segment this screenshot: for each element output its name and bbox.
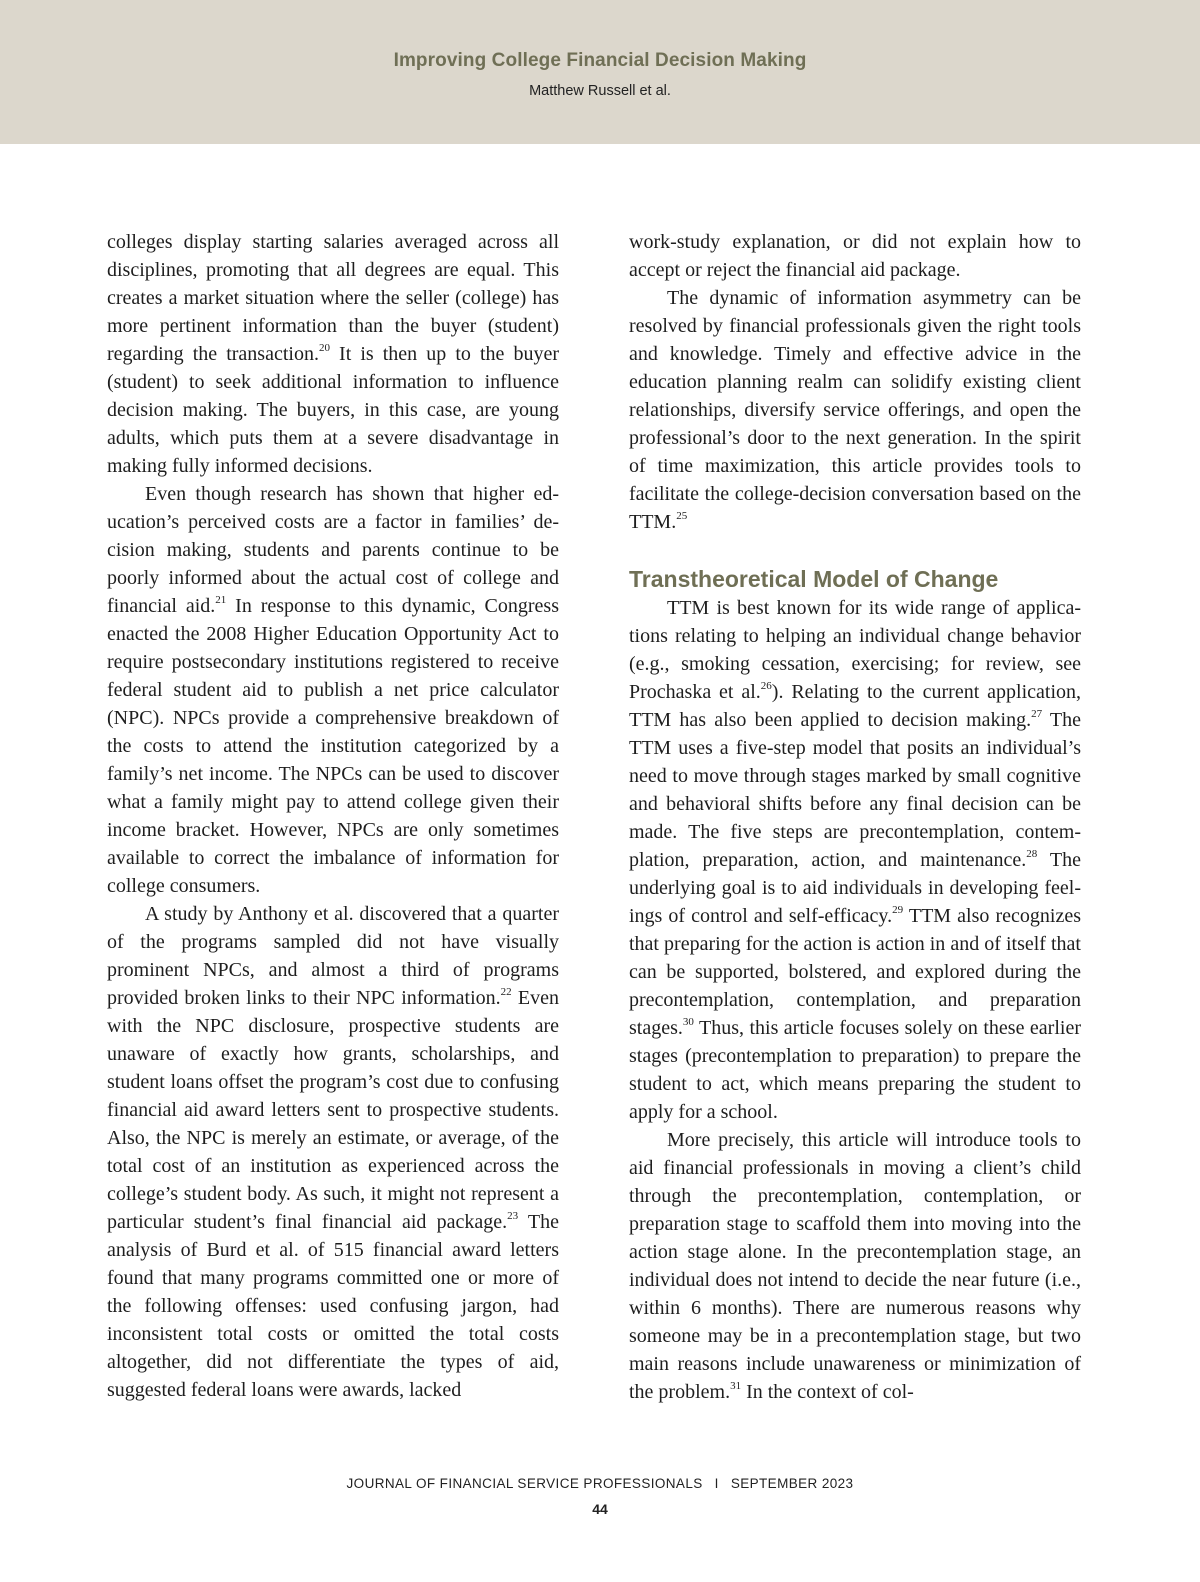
body-paragraph: More precisely, this article will introduce tools to aid financial professionals in moving a client’s child through the precontemplation, contemplation, or preparation stage to scaffold them into moving into the action stage alone. In the precontemplation stage, an individual does not intend to decide the near future (i.e., within 6 months). There are numerous reasons why someone may be in a precontemplation stage, but two main reasons include unawareness or minimization of the problem.$^{31}$ In the context of col-: [629, 1129, 1081, 1403]
body-paragraph: Even though research has shown that higher education’s perceived costs are a factor in families’ decision making, students and parents continue to be poorly informed about the actual cost of college and financial aid.$^{21}$ In response to this dynamic, Congress enacted the 2008 Higher Education Opportunity Act to require postsecondary institutions registered to receive federal student aid to publish a net price calculator (NPC). NPCs provide a comprehensive breakdown of the costs to attend the institution categorized by a family’s net income. The NPCs can be used to discover what a family might pay to attend college given their income bracket. However, NPCs are only sometimes available to correct the imbalance of information for college consumers.: [107, 483, 559, 897]
footnote-ref: 30: [682, 1016, 694, 1029]
body-paragraph: The dynamic of information asymmetry can be resolved by financial professionals given the right tools and knowledge. Timely and effective advice in the education planning realm can solidify existing client relationships, diversify service offerings, and open the professional’s door to the next generation. In the spirit of time maximization, this article provides tools to facilitate the college-decision conversation based on the TTM.$^{25}$: [629, 287, 1081, 533]
footnote-ref: 20: [318, 342, 330, 355]
footnote-ref: 23: [507, 1210, 519, 1223]
article-authors: Matthew Russell et al.: [529, 83, 671, 99]
journal-name: JOURNAL OF FINANCIAL SERVICE PROFESSIONALS: [346, 1476, 703, 1491]
footnote-ref: 21: [215, 594, 227, 607]
footnote-ref: 25: [676, 510, 688, 523]
journal-footer: [0, 1476, 1200, 1491]
article-title: Improving College Financial Decision Making: [393, 50, 807, 71]
footnote-ref: 29: [892, 904, 904, 917]
footnote-ref: 28: [1026, 848, 1038, 861]
running-header: [0, 0, 1200, 144]
footnote-ref: 31: [730, 1380, 742, 1393]
left-column: [107, 228, 559, 1404]
body-paragraph: work-study explanation, or did not explain how to accept or reject the financial aid package.: [629, 231, 1081, 281]
footnote-ref: 27: [1031, 708, 1043, 721]
body-paragraph: TTM is best known for its wide range of applications relating to helping an individual change behavior (e.g., smoking cessation, exercising; for review, see Prochaska et al.$^{26}$). Relating to the current application, TTM has also been applied to decision making.$^{27}$ The TTM uses a five-step model that posits an individual’s need to move through stages marked by small cognitive and behavioral shifts before any final decision can be made. The five steps are precontemplation, contemplation, preparation, action, and maintenance.$^{28}$ The underlying goal is to aid individuals in developing feelings of control and self-efficacy.$^{29}$ TTM also recognizes that preparing for the action is action in and of itself that can be supported, bolstered, and explored during the precontemplation, contemplation, and preparation stages.$^{30}$ Thus, this article focuses solely on these earlier stages (precontemplation to preparation) to prepare the student to act, which means preparing the student to apply for a school.: [629, 597, 1081, 1123]
issue-date: SEPTEMBER 2023: [730, 1476, 854, 1491]
right-column: [629, 228, 1081, 1406]
body-paragraph: A study by Anthony et al. discovered that a quarter of the programs sampled did not have visually prominent NPCs, and almost a third of programs provided broken links to their NPC information.$^{22}$ Even with the NPC disclosure, prospective students are unaware of exactly how grants, scholarships, and student loans offset the program’s cost due to confusing financial aid award letters sent to prospective students. Also, the NPC is merely an estimate, or average, of the total cost of an institution as experienced across the college’s student body. As such, it might not represent a particular student’s final financial aid package.$^{23}$ The analysis of Burd et al. of 515 financial award letters found that many programs committed one or more of the following offenses: used confusing jargon, had inconsistent total costs or omitted the total costs altogether, did not differentiate the types of aid, suggested federal loans were awards, lacked: [107, 903, 560, 1401]
footer-separator: I: [714, 1476, 719, 1491]
section-heading: Transtheoretical Model of Change: [629, 566, 999, 592]
body-paragraph: colleges display starting salaries averaged across all disciplines, promoting that all degrees are equal. This creates a market situation where the seller (college) has more pertinent information than the buyer (student) regarding the transaction.$^{20}$ It is then up to the buyer (student) to seek additional information to influence decision making. The buyers, in this case, are young adults, which puts them at a severe disadvantage in making fully informed decisions.: [107, 231, 559, 477]
footnote-ref: 26: [760, 680, 772, 693]
footnote-ref: 22: [500, 986, 512, 999]
page-number: 44: [592, 1501, 608, 1517]
